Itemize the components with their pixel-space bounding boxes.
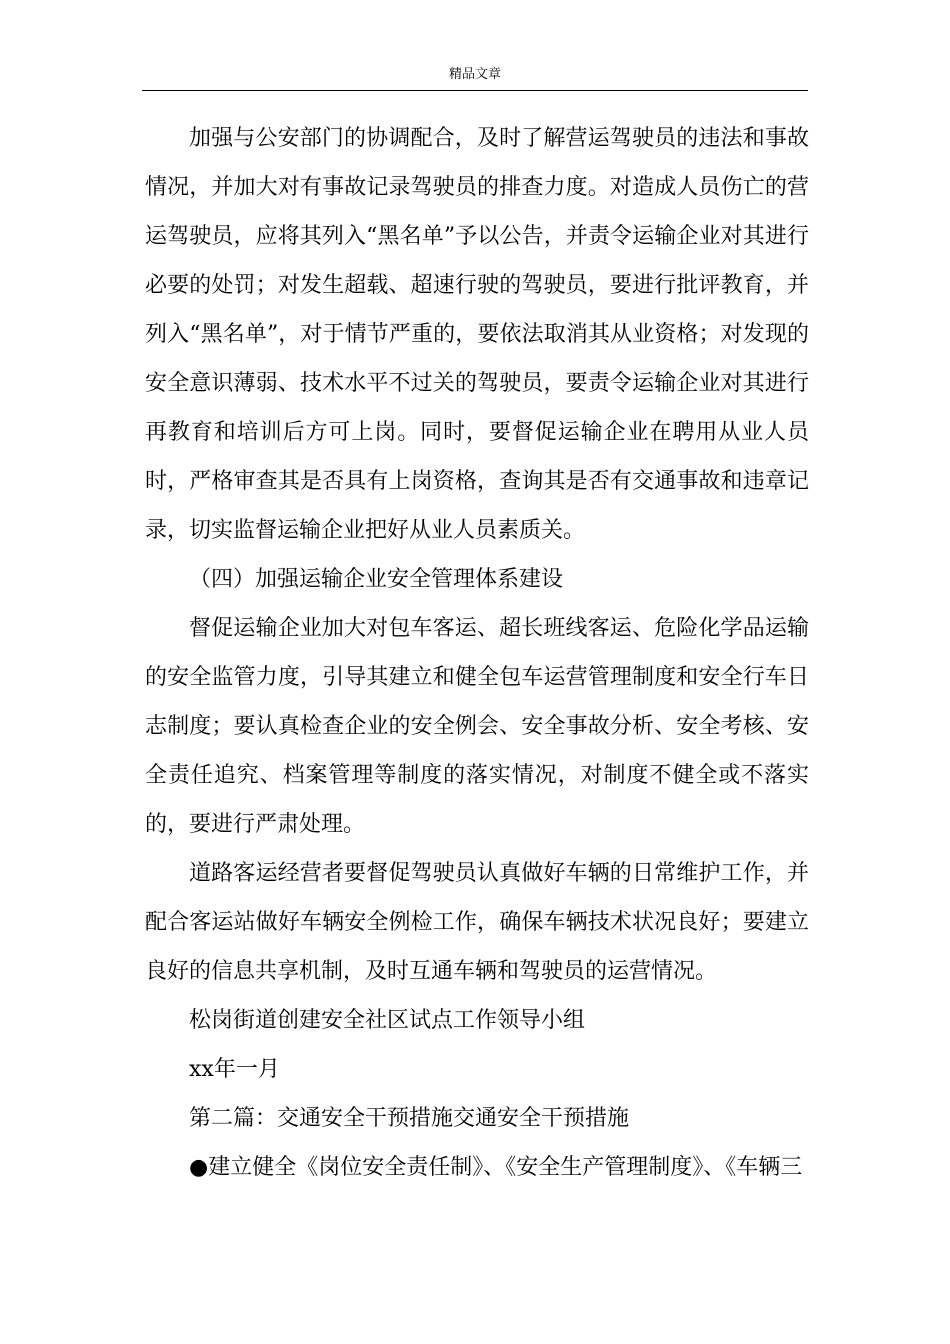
header-title: 精品文章 <box>448 67 501 82</box>
paragraph-vehicle-maintenance: 道路客运经营者要督促驾驶员认真做好车辆的日常维护工作，并配合客运站做好车辆安全例检工作，确保车辆技术状况良好；要建立良好的信息共享机制，及时互通车辆和驾驶员的运营情况。 <box>145 861 809 984</box>
signature-date: xx年一月 <box>189 1057 280 1082</box>
document-body <box>145 114 809 1192</box>
page-header <box>142 60 808 91</box>
paragraph-enterprise-supervision: 督促运输企业加大对包车客运、超长班线客运、危险化学品运输的安全监管力度，引导其建立和健全包车运营管理制度和安全行车日志制度；要认真检查企业的安全例会、安全事故分析、安全考核、安全责任追究、档案管理等制度的落实情况，对制度不健全或不落实的，要进行严肃处理。 <box>145 616 809 837</box>
section-heading-4: （四）加强运输企业安全管理体系建设 <box>189 567 564 592</box>
paragraph-driver-management: 加强与公安部门的协调配合，及时了解营运驾驶员的违法和事故情况，并加大对有事故记录驾驶员的排查力度。对造成人员伤亡的营运驾驶员，应将其列入“黑名单”予以公告，并责令运输企业对其进行必要的处罚；对发生超载、超速行驶的驾驶员，要进行批评教育，并列入“黑名单”，对于情节严重的，要依法取消其从业资格；对发现的安全意识薄弱、技术水平不过关的驾驶员，要责令运输企业对其进行再教育和培训后方可上岗。同时，要督促运输企业在聘用从业人员时，严格审查其是否具有上岗资格，查询其是否有交通事故和违章记录，切实监督运输企业把好从业人员素质关。 <box>145 126 809 543</box>
signature-organization: 松岗街道创建安全社区试点工作领导小组 <box>189 1008 586 1033</box>
chapter-two-title: 第二篇：交通安全干预措施交通安全干预措施 <box>189 1106 630 1131</box>
bullet-item: ●建立健全《岗位安全责任制》、《安全生产管理制度》、《车辆三 <box>189 1155 803 1180</box>
